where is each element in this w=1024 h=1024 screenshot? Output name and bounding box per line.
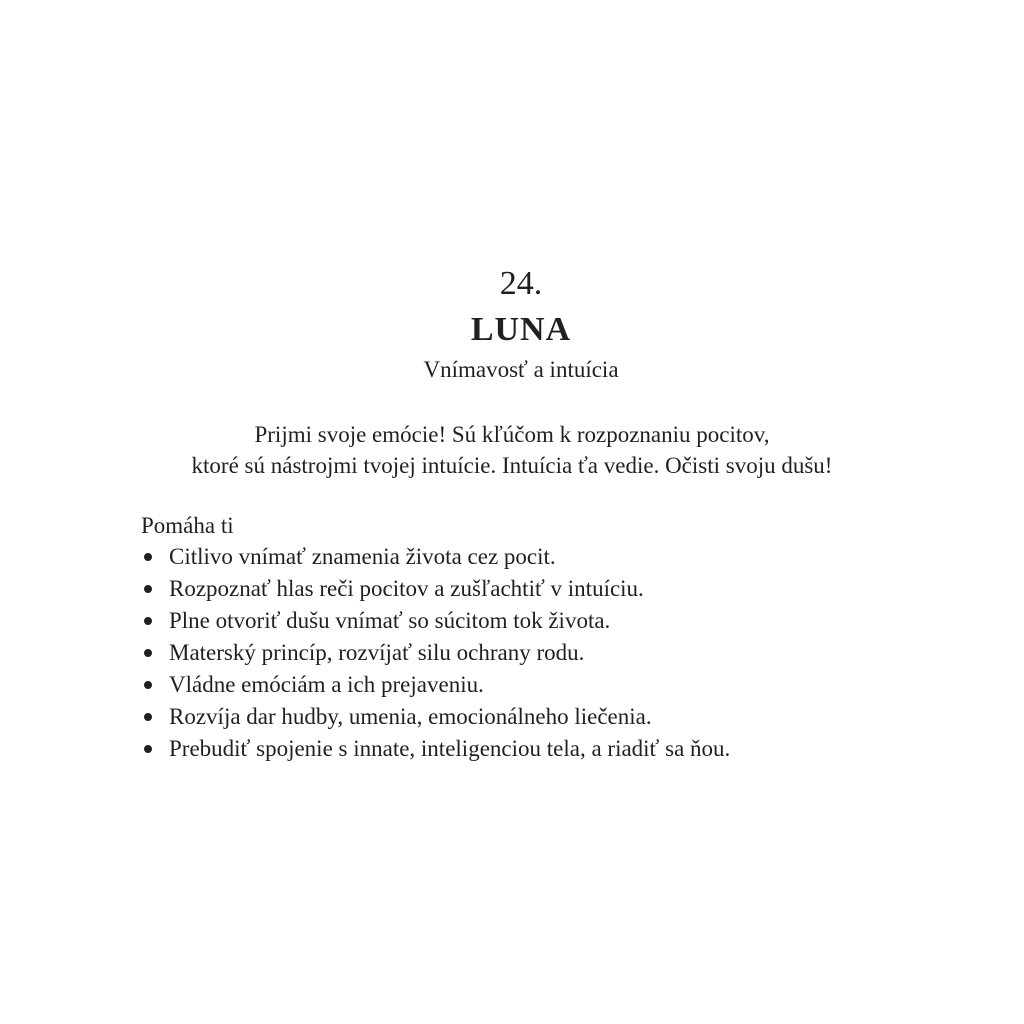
list-item xyxy=(141,573,730,605)
bullet-icon xyxy=(144,713,152,721)
bullet-icon xyxy=(144,617,152,625)
helps-heading: Pomáha ti xyxy=(141,513,234,538)
list-item-text: Citlivo vnímať znamenia života cez pocit. xyxy=(169,544,556,569)
card-title: LUNA xyxy=(470,311,572,348)
card-subtitle: Vnímavosť a intuícia xyxy=(423,357,619,382)
list-item xyxy=(141,637,730,669)
list-item-text: Rozpoznať hlas reči pocitov a zušľachtiť v intuíciu. xyxy=(169,576,644,601)
list-item-text: Vládne emóciám a ich prejaveniu. xyxy=(169,672,484,697)
benefits-list xyxy=(141,541,730,765)
list-item xyxy=(141,541,730,573)
list-item-text: Rozvíja dar hudby, umenia, emocionálneho liečenia. xyxy=(169,704,652,729)
bullet-icon xyxy=(144,745,152,753)
list-item xyxy=(141,733,730,765)
message-line: Prijmi svoje emócie! Sú kľúčom k rozpoznaniu pocitov, xyxy=(254,422,770,447)
list-item-text: Materský princíp, rozvíjať silu ochrany rodu. xyxy=(169,640,585,665)
bullet-icon xyxy=(144,681,152,689)
list-item xyxy=(141,669,730,701)
bullet-icon xyxy=(144,553,152,561)
list-item xyxy=(141,701,730,733)
card-message xyxy=(0,419,1024,481)
list-item-text: Prebudiť spojenie s innate, inteligenciou tela, a riadiť sa ňou. xyxy=(169,736,731,761)
card-number: 24. xyxy=(499,265,543,302)
bullet-icon xyxy=(144,585,152,593)
list-item xyxy=(141,605,730,637)
list-item-text: Plne otvoriť dušu vnímať so súcitom tok života. xyxy=(169,608,611,633)
message-line: ktoré sú nástrojmi tvojej intuície. Intuícia ťa vedie. Očisti svoju dušu! xyxy=(191,453,833,478)
bullet-icon xyxy=(144,649,152,657)
